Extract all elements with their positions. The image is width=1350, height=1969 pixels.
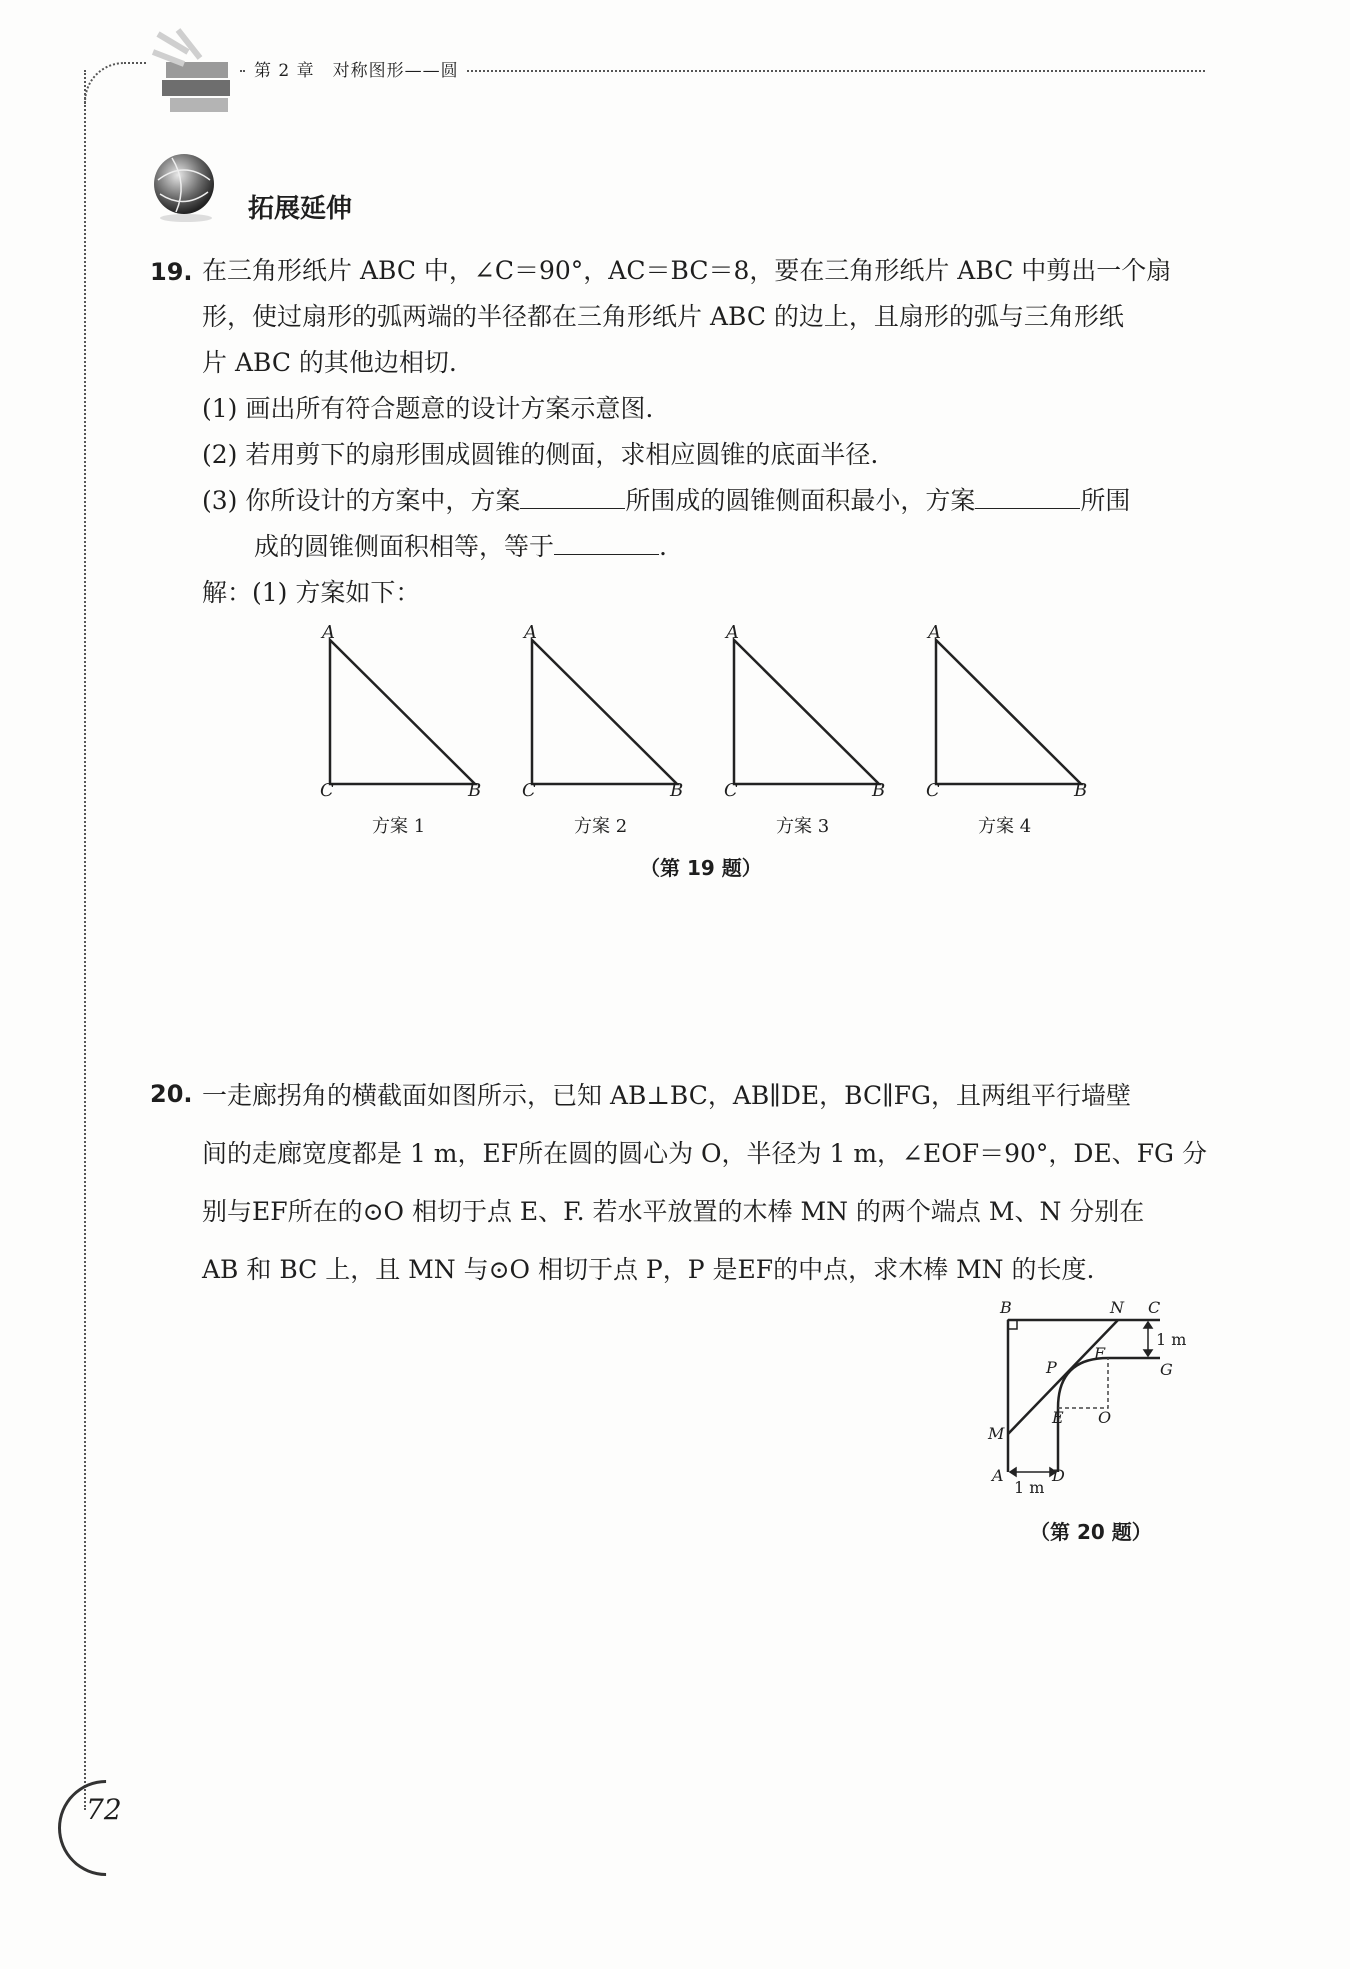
label-g: G <box>1160 1360 1173 1379</box>
part-3-text-d: 成的圆锥侧面积相等，等于 <box>254 532 555 561</box>
t2-label-a: A <box>524 622 537 643</box>
label-n: N <box>1110 1298 1124 1317</box>
question-19-line-1: 在三角形纸片 ABC 中，∠C＝90°，AC＝BC＝8，要在三角形纸片 ABC 中剪出一个扇 <box>202 256 1172 285</box>
triangle-scheme-4 <box>936 640 1081 784</box>
question-20-number: 20. <box>150 1080 193 1108</box>
margin-dotted-line <box>84 70 86 1810</box>
part-3-text-c: 所围 <box>1080 486 1131 515</box>
answer-blank-2[interactable] <box>975 484 1080 509</box>
question-20-line-3: 别与EF所在的⊙O 相切于点 E、F. 若水平放置的木棒 MN 的两个端点 M、N 分别在 <box>202 1197 1145 1226</box>
right-angle-mark <box>1008 1320 1017 1329</box>
question-19-part-1: (1) 画出所有符合题意的设计方案示意图. <box>202 394 654 423</box>
scheme-4-label: 方案 4 <box>978 816 1032 837</box>
label-c: C <box>1148 1298 1161 1317</box>
question-19-number: 19. <box>150 258 193 286</box>
part-3-text-a: (3) 你所设计的方案中，方案 <box>202 486 521 515</box>
t1-label-a: A <box>322 622 335 643</box>
part-3-text-b: 所围成的圆锥侧面积最小，方案 <box>625 486 976 515</box>
t3-label-c: C <box>724 780 738 801</box>
t4-label-b: B <box>1074 780 1088 801</box>
page-number: 72 <box>86 1793 122 1826</box>
t4-label-c: C <box>926 780 940 801</box>
question-19-line-3: 片 ABC 的其他边相切. <box>202 348 457 377</box>
label-b: B <box>1000 1298 1012 1317</box>
triangle-scheme-1 <box>330 640 475 784</box>
scheme-1-label: 方案 1 <box>372 816 426 837</box>
scheme-3-label: 方案 3 <box>776 816 830 837</box>
t1-label-c: C <box>320 780 334 801</box>
t3-label-b: B <box>872 780 886 801</box>
page-number-arc <box>38 1760 174 1896</box>
question-19-part-3 <box>202 478 1130 524</box>
label-width-1m: 1 m <box>1156 1330 1187 1349</box>
label-o: O <box>1098 1408 1112 1427</box>
globe-icon <box>148 150 223 225</box>
label-d: D <box>1052 1466 1065 1485</box>
figure-19-caption: （第 19 题） <box>640 856 762 880</box>
label-p: P <box>1046 1358 1057 1377</box>
label-f: F <box>1094 1344 1106 1363</box>
t4-label-a: A <box>928 622 941 643</box>
question-20-line-4: AB 和 BC 上，且 MN 与⊙O 相切于点 P，P 是EF的中点，求木棒 MN 的长度. <box>202 1255 1095 1284</box>
answer-blank-3[interactable] <box>554 530 659 555</box>
label-width-1m-bottom: 1 m <box>1014 1478 1045 1497</box>
label-a: A <box>992 1466 1004 1485</box>
t3-label-a: A <box>726 622 739 643</box>
chapter-title: 第 2 章 对称图形——圆 <box>246 56 467 81</box>
question-19-answer-intro: 解：(1) 方案如下： <box>202 578 421 607</box>
label-e: E <box>1052 1408 1064 1427</box>
figure-20-caption: （第 20 题） <box>1030 1520 1152 1544</box>
t2-label-b: B <box>670 780 684 801</box>
part-3-text-e: . <box>659 532 667 561</box>
triangle-scheme-2 <box>532 640 677 784</box>
scheme-2-label: 方案 2 <box>574 816 628 837</box>
question-20-line-2: 间的走廊宽度都是 1 m，EF所在圆的圆心为 O，半径为 1 m，∠EOF＝90°，DE、FG 分 <box>202 1139 1207 1168</box>
t2-label-c: C <box>522 780 536 801</box>
section-title: 拓展延伸 <box>248 194 353 224</box>
question-19-line-2: 形，使过扇形的弧两端的半径都在三角形纸片 ABC 的边上，且扇形的弧与三角形纸 <box>202 302 1124 331</box>
header-border-corner <box>84 62 146 104</box>
answer-blank-1[interactable] <box>520 484 625 509</box>
question-19-part-2: (2) 若用剪下的扇形围成圆锥的侧面，求相应圆锥的底面半径. <box>202 440 879 469</box>
question-19-part-3-cont <box>254 524 667 570</box>
t1-label-b: B <box>468 780 482 801</box>
books-logo-icon <box>148 24 243 119</box>
label-m: M <box>988 1424 1005 1443</box>
question-20-line-1: 一走廊拐角的横截面如图所示，已知 AB⊥BC，AB∥DE，BC∥FG，且两组平行墙壁 <box>202 1081 1131 1110</box>
triangle-scheme-3 <box>734 640 879 784</box>
